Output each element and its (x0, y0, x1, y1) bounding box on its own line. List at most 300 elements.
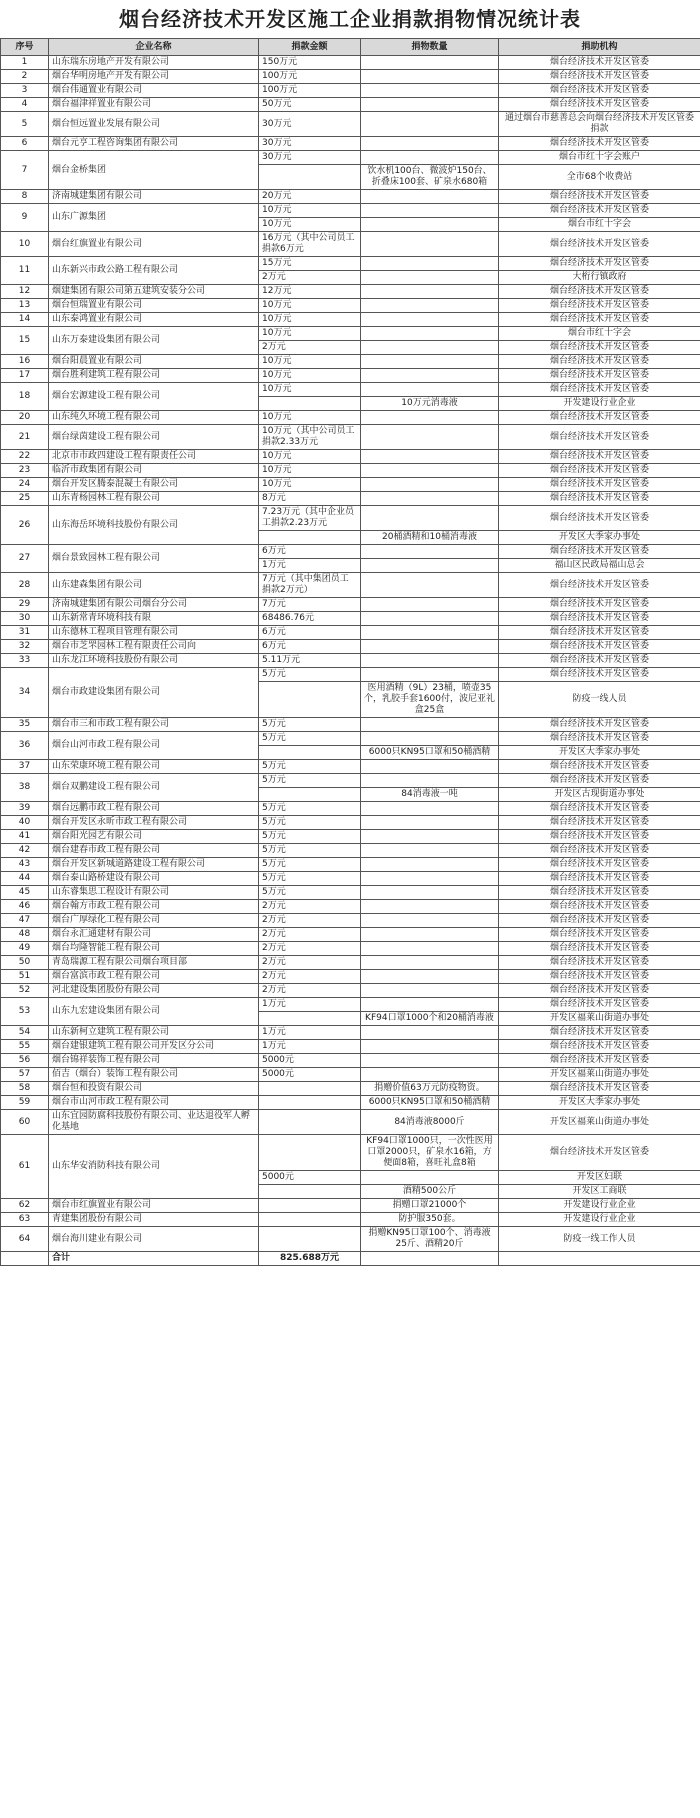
table-row (1, 383, 700, 397)
table-row (1, 816, 700, 830)
donation-amount: 2万元 (259, 942, 361, 956)
donation-amount: 5万元 (259, 844, 361, 858)
recipient-org: 烟台经济技术开发区管委 (499, 668, 700, 682)
table-header (1, 39, 700, 56)
recipient-org: 烟台经济技术开发区管委 (499, 900, 700, 914)
recipient-org: 烟台经济技术开发区管委 (499, 425, 700, 450)
company-name: 河北建设集团股份有限公司 (49, 984, 259, 998)
row-number: 11 (1, 257, 49, 285)
recipient-org: 烟台经济技术开发区管委 (499, 830, 700, 844)
donated-goods (361, 464, 499, 478)
donated-goods (361, 654, 499, 668)
table-row (1, 1227, 700, 1252)
donation-amount (259, 1213, 361, 1227)
recipient-org: 烟台市红十字会 (499, 218, 700, 232)
donation-amount: 1万元 (259, 1040, 361, 1054)
company-name: 烟台金桥集团 (49, 151, 259, 190)
table-row (1, 872, 700, 886)
recipient-org: 开发区大季家办事处 (499, 746, 700, 760)
table-row (1, 626, 700, 640)
donated-goods: KF94口罩1000只，一次性医用口罩2000只，矿泉水16箱，方便面8箱，喜旺礼盒8箱 (361, 1135, 499, 1171)
donation-amount: 2万元 (259, 928, 361, 942)
row-number: 63 (1, 1213, 49, 1227)
company-name: 烟台福津祥置业有限公司 (49, 98, 259, 112)
company-name: 山东宜园防腐科技股份有限公司、业达退役军人孵化基地 (49, 1110, 259, 1135)
donation-amount: 5万元 (259, 802, 361, 816)
company-name: 临沂市政集团有限公司 (49, 464, 259, 478)
donated-goods (361, 718, 499, 732)
row-number: 33 (1, 654, 49, 668)
donated-goods (361, 928, 499, 942)
table-row (1, 802, 700, 816)
table-row (1, 844, 700, 858)
donated-goods (361, 872, 499, 886)
row-number: 25 (1, 492, 49, 506)
header-recipient: 捐助机构 (499, 39, 700, 56)
recipient-org: 开发区大季家办事处 (499, 1096, 700, 1110)
donation-amount: 2万元 (259, 970, 361, 984)
donation-amount: 7万元 (259, 598, 361, 612)
company-name: 烟台绿茵建设工程有限公司 (49, 425, 259, 450)
recipient-org: 烟台经济技术开发区管委 (499, 872, 700, 886)
recipient-org: 开发区福莱山街道办事处 (499, 1068, 700, 1082)
recipient-org: 烟台经济技术开发区管委 (499, 732, 700, 746)
table-row (1, 774, 700, 788)
row-number: 26 (1, 506, 49, 545)
row-number: 13 (1, 299, 49, 313)
row-number: 31 (1, 626, 49, 640)
company-name: 山东华安消防科技有限公司 (49, 1135, 259, 1199)
company-name: 烟台伟通置业有限公司 (49, 84, 259, 98)
donated-goods (361, 984, 499, 998)
company-name: 山东海岳环境科技股份有限公司 (49, 506, 259, 545)
donated-goods (361, 341, 499, 355)
donated-goods (361, 285, 499, 299)
row-number: 54 (1, 1026, 49, 1040)
company-name: 烟台市政建设集团有限公司 (49, 668, 259, 718)
donated-goods: 捐赠口罩21000个 (361, 1199, 499, 1213)
recipient-org: 烟台经济技术开发区管委 (499, 411, 700, 425)
table-row (1, 760, 700, 774)
recipient-org: 开发建设行业企业 (499, 1199, 700, 1213)
donated-goods: 捐赠KN95口罩100个、消毒液25斤、酒精20斤 (361, 1227, 499, 1252)
row-number: 17 (1, 369, 49, 383)
table-row (1, 355, 700, 369)
donated-goods: 20桶酒精和10桶消毒液 (361, 531, 499, 545)
donation-amount: 2万元 (259, 956, 361, 970)
company-name: 烟台市山河市政工程有限公司 (49, 1096, 259, 1110)
donation-amount: 15万元 (259, 257, 361, 271)
company-name: 烟台恒远置业发展有限公司 (49, 112, 259, 137)
recipient-org: 烟台经济技术开发区管委 (499, 654, 700, 668)
donation-amount: 5万元 (259, 732, 361, 746)
row-number: 23 (1, 464, 49, 478)
donation-amount: 10万元 (259, 411, 361, 425)
company-name: 烟台华明房地产开发有限公司 (49, 70, 259, 84)
recipient-org: 烟台经济技术开发区管委 (499, 70, 700, 84)
header-goods: 捐物数量 (361, 39, 499, 56)
donation-amount: 10万元 (259, 218, 361, 232)
company-name: 山东建森集团有限公司 (49, 573, 259, 598)
company-name: 山东瑞东房地产开发有限公司 (49, 56, 259, 70)
row-number: 5 (1, 112, 49, 137)
donated-goods (361, 956, 499, 970)
row-number: 34 (1, 668, 49, 718)
recipient-org: 烟台经济技术开发区管委 (499, 1026, 700, 1040)
donated-goods (361, 900, 499, 914)
table-row (1, 1026, 700, 1040)
table-row (1, 506, 700, 531)
row-number: 48 (1, 928, 49, 942)
row-number: 21 (1, 425, 49, 450)
row-number: 36 (1, 732, 49, 760)
recipient-org: 烟台经济技术开发区管委 (499, 341, 700, 355)
table-row (1, 718, 700, 732)
table-row (1, 450, 700, 464)
donation-amount: 7万元（其中集团员工捐款2万元） (259, 573, 361, 598)
donated-goods (361, 190, 499, 204)
recipient-org: 烟台经济技术开发区管委 (499, 956, 700, 970)
table-row (1, 425, 700, 450)
company-name: 佰吉（烟台）装饰工程有限公司 (49, 1068, 259, 1082)
donation-amount (259, 1110, 361, 1135)
company-name: 山东睿集思工程设计有限公司 (49, 886, 259, 900)
donated-goods (361, 218, 499, 232)
company-name: 烟台景致园林工程有限公司 (49, 545, 259, 573)
company-name: 烟台广厚绿化工程有限公司 (49, 914, 259, 928)
table-row (1, 914, 700, 928)
donated-goods (361, 640, 499, 654)
donated-goods: 防护服350套。 (361, 1213, 499, 1227)
donation-amount: 10万元 (259, 478, 361, 492)
donation-amount (259, 1199, 361, 1213)
donation-amount (259, 165, 361, 190)
row-number: 58 (1, 1082, 49, 1096)
recipient-org: 烟台经济技术开发区管委 (499, 190, 700, 204)
recipient-org: 烟台经济技术开发区管委 (499, 84, 700, 98)
table-row (1, 573, 700, 598)
row-number: 10 (1, 232, 49, 257)
donation-amount: 10万元 (259, 369, 361, 383)
donated-goods (361, 137, 499, 151)
donated-goods: 酒精500公斤 (361, 1185, 499, 1199)
company-name: 烟台开发区永昕市政工程有限公司 (49, 816, 259, 830)
donation-amount: 5万元 (259, 760, 361, 774)
recipient-org: 福山区民政局福山总会 (499, 559, 700, 573)
row-number: 29 (1, 598, 49, 612)
recipient-org: 烟台经济技术开发区管委 (499, 478, 700, 492)
recipient-org: 烟台经济技术开发区管委 (499, 858, 700, 872)
table-row (1, 998, 700, 1012)
row-number: 51 (1, 970, 49, 984)
row-number: 42 (1, 844, 49, 858)
recipient-org: 烟台经济技术开发区管委 (499, 802, 700, 816)
donation-amount: 10万元 (259, 327, 361, 341)
row-number: 16 (1, 355, 49, 369)
header-amount: 捐款金额 (259, 39, 361, 56)
recipient-org: 烟台经济技术开发区管委 (499, 98, 700, 112)
donation-amount: 7.23万元（其中企业员工捐款2.23万元 (259, 506, 361, 531)
donation-amount: 5000元 (259, 1171, 361, 1185)
recipient-org: 通过烟台市慈善总会向烟台经济技术开发区管委捐款 (499, 112, 700, 137)
recipient-org: 烟台经济技术开发区管委 (499, 464, 700, 478)
company-name: 烟台市三和市政工程有限公司 (49, 718, 259, 732)
recipient-org: 烟台经济技术开发区管委 (499, 383, 700, 397)
table-row (1, 369, 700, 383)
donated-goods (361, 942, 499, 956)
donated-goods: 6000只KN95口罩和50桶酒精 (361, 1096, 499, 1110)
table-row (1, 545, 700, 559)
recipient-org: 烟台经济技术开发区管委 (499, 774, 700, 788)
donation-amount: 6万元 (259, 626, 361, 640)
donation-amount (259, 1012, 361, 1026)
donated-goods: 6000只KN95口罩和50桶酒精 (361, 746, 499, 760)
recipient-org: 烟台经济技术开发区管委 (499, 257, 700, 271)
donation-amount: 8万元 (259, 492, 361, 506)
recipient-org: 防疫一线工作人员 (499, 1227, 700, 1252)
donation-amount: 1万元 (259, 559, 361, 573)
recipient-org: 烟台经济技术开发区管委 (499, 942, 700, 956)
table-row (1, 84, 700, 98)
page-title: 烟台经济技术开发区施工企业捐款捐物情况统计表 (119, 7, 581, 31)
row-number: 37 (1, 760, 49, 774)
company-name: 烟台市红旗置业有限公司 (49, 1199, 259, 1213)
donation-amount: 5000元 (259, 1054, 361, 1068)
recipient-org: 烟台经济技术开发区管委 (499, 718, 700, 732)
company-name: 烟台建银建筑工程有限公司开发区分公司 (49, 1040, 259, 1054)
recipient-org: 烟台经济技术开发区管委 (499, 1082, 700, 1096)
table-row (1, 858, 700, 872)
donated-goods (361, 492, 499, 506)
table-row (1, 1110, 700, 1135)
company-name: 青岛瑞源工程有限公司烟台项目部 (49, 956, 259, 970)
table-row (1, 830, 700, 844)
recipient-org: 烟台经济技术开发区管委 (499, 612, 700, 626)
donation-amount: 5万元 (259, 816, 361, 830)
table-row (1, 886, 700, 900)
recipient-org: 烟台经济技术开发区管委 (499, 928, 700, 942)
table-row (1, 1199, 700, 1213)
company-name: 山东广源集团 (49, 204, 259, 232)
row-number: 3 (1, 84, 49, 98)
donated-goods (361, 204, 499, 218)
donated-goods: KF94口罩1000个和20桶消毒液 (361, 1012, 499, 1026)
donated-goods (361, 573, 499, 598)
recipient-org: 烟台经济技术开发区管委 (499, 1054, 700, 1068)
table-row (1, 411, 700, 425)
total-label: 合计 (49, 1252, 259, 1266)
donated-goods (361, 299, 499, 313)
table-row (1, 732, 700, 746)
row-number: 30 (1, 612, 49, 626)
recipient-org: 烟台经济技术开发区管委 (499, 984, 700, 998)
donation-amount: 1万元 (259, 998, 361, 1012)
row-number: 27 (1, 545, 49, 573)
row-number: 53 (1, 998, 49, 1026)
recipient-org: 烟台经济技术开发区管委 (499, 1040, 700, 1054)
row-number: 55 (1, 1040, 49, 1054)
company-name: 烟台锦祥装饰工程有限公司 (49, 1054, 259, 1068)
company-name: 烟台开发区新城道路建设工程有限公司 (49, 858, 259, 872)
company-name: 烟建集团有限公司第五建筑安装分公司 (49, 285, 259, 299)
company-name: 烟台富滨市政工程有限公司 (49, 970, 259, 984)
recipient-org: 烟台经济技术开发区管委 (499, 914, 700, 928)
donation-amount: 12万元 (259, 285, 361, 299)
donation-amount: 5000元 (259, 1068, 361, 1082)
company-name: 烟台双鹏建设工程有限公司 (49, 774, 259, 802)
recipient-org: 开发区福莱山街道办事处 (499, 1110, 700, 1135)
recipient-org: 烟台经济技术开发区管委 (499, 232, 700, 257)
row-number: 6 (1, 137, 49, 151)
recipient-org: 全市68个收费站 (499, 165, 700, 190)
donation-amount: 1万元 (259, 1026, 361, 1040)
row-number: 45 (1, 886, 49, 900)
company-name: 烟台开发区腾泰混凝土有限公司 (49, 478, 259, 492)
donation-amount: 100万元 (259, 84, 361, 98)
donation-amount: 30万元 (259, 137, 361, 151)
recipient-org: 烟台经济技术开发区管委 (499, 285, 700, 299)
company-name: 山东新兴市政公路工程有限公司 (49, 257, 259, 285)
donation-amount: 10万元 (259, 299, 361, 313)
recipient-org: 烟台经济技术开发区管委 (499, 492, 700, 506)
donated-goods (361, 598, 499, 612)
row-number: 9 (1, 204, 49, 232)
recipient-org: 烟台经济技术开发区管委 (499, 640, 700, 654)
donation-amount (259, 1227, 361, 1252)
company-name: 烟台红旗置业有限公司 (49, 232, 259, 257)
company-name: 烟台恒和投资有限公司 (49, 1082, 259, 1096)
recipient-org: 烟台经济技术开发区管委 (499, 369, 700, 383)
company-name: 烟台永汇通建材有限公司 (49, 928, 259, 942)
recipient-org: 开发区古现街道办事处 (499, 788, 700, 802)
table-row (1, 956, 700, 970)
table-row (1, 285, 700, 299)
donated-goods (361, 327, 499, 341)
row-number: 52 (1, 984, 49, 998)
donated-goods: 饮水机100台、微波炉150台、折叠床100套、矿泉水680箱 (361, 165, 499, 190)
donation-amount: 5万元 (259, 668, 361, 682)
row-number: 35 (1, 718, 49, 732)
company-name: 北京市市政四建设工程有限责任公司 (49, 450, 259, 464)
row-number: 41 (1, 830, 49, 844)
donated-goods (361, 732, 499, 746)
company-name: 烟台泰山路桥建设有限公司 (49, 872, 259, 886)
row-number: 61 (1, 1135, 49, 1199)
donated-goods (361, 271, 499, 285)
recipient-org: 烟台经济技术开发区管委 (499, 450, 700, 464)
company-name: 山东德林工程项目管理有限公司 (49, 626, 259, 640)
recipient-org: 烟台经济技术开发区管委 (499, 299, 700, 313)
table-row (1, 464, 700, 478)
recipient-org: 开发建设行业企业 (499, 1213, 700, 1227)
company-name: 山东荣康环境工程有限公司 (49, 760, 259, 774)
donated-goods (361, 70, 499, 84)
donation-amount (259, 1096, 361, 1110)
table-row (1, 1096, 700, 1110)
company-name: 烟台恒瑞置业有限公司 (49, 299, 259, 313)
donation-amount: 68486.76元 (259, 612, 361, 626)
donated-goods (361, 1054, 499, 1068)
company-name: 烟台海川建业有限公司 (49, 1227, 259, 1252)
company-name: 烟台市芝罘园林工程有限责任公司向 (49, 640, 259, 654)
donated-goods (361, 914, 499, 928)
row-number: 12 (1, 285, 49, 299)
donated-goods (361, 257, 499, 271)
company-name: 烟台宏源建设工程有限公司 (49, 383, 259, 411)
donation-amount: 2万元 (259, 914, 361, 928)
row-number: 4 (1, 98, 49, 112)
donated-goods (361, 506, 499, 531)
donation-amount: 5.11万元 (259, 654, 361, 668)
company-name: 山东九宏建设集团有限公司 (49, 998, 259, 1026)
recipient-org: 烟台经济技术开发区管委 (499, 598, 700, 612)
table-row (1, 1082, 700, 1096)
donated-goods: 84消毒液8000斤 (361, 1110, 499, 1135)
recipient-org: 烟台市红十字会账户 (499, 151, 700, 165)
header-company: 企业名称 (49, 39, 259, 56)
donated-goods (361, 232, 499, 257)
donated-goods: 医用酒精（9L）23桶，喷壶35个，乳胶手套1600付，波尼亚礼盒25盒 (361, 682, 499, 718)
recipient-org: 开发区福莱山街道办事处 (499, 1012, 700, 1026)
company-name: 烟台建春市政工程有限公司 (49, 844, 259, 858)
donated-goods (361, 760, 499, 774)
donated-goods (361, 313, 499, 327)
row-number: 18 (1, 383, 49, 411)
table-row (1, 942, 700, 956)
company-name: 山东纯久环境工程有限公司 (49, 411, 259, 425)
recipient-org: 烟台经济技术开发区管委 (499, 998, 700, 1012)
donation-table (0, 38, 700, 1266)
company-name: 山东万泰建设集团有限公司 (49, 327, 259, 355)
total-row (1, 1252, 700, 1266)
table-row (1, 327, 700, 341)
donation-amount: 5万元 (259, 886, 361, 900)
table-row (1, 190, 700, 204)
row-number: 1 (1, 56, 49, 70)
company-name: 烟台翰方市政工程有限公司 (49, 900, 259, 914)
donation-amount: 6万元 (259, 640, 361, 654)
table-row (1, 1040, 700, 1054)
company-name: 济南城建集团有限公司烟台分公司 (49, 598, 259, 612)
row-number: 64 (1, 1227, 49, 1252)
row-number: 39 (1, 802, 49, 816)
table-row (1, 970, 700, 984)
row-number: 15 (1, 327, 49, 355)
recipient-org: 开发区工商联 (499, 1185, 700, 1199)
donation-amount: 5万元 (259, 858, 361, 872)
donation-amount: 6万元 (259, 545, 361, 559)
row-number: 43 (1, 858, 49, 872)
donated-goods (361, 998, 499, 1012)
company-name: 烟台远鹏市政工程有限公司 (49, 802, 259, 816)
table-row (1, 1135, 700, 1171)
row-number: 49 (1, 942, 49, 956)
donation-amount (259, 682, 361, 718)
donation-amount: 10万元 (259, 204, 361, 218)
donation-amount (259, 531, 361, 545)
table-row (1, 151, 700, 165)
table-row (1, 612, 700, 626)
donation-amount: 10万元（其中公司员工捐款2.33万元 (259, 425, 361, 450)
donated-goods (361, 830, 499, 844)
company-name: 烟台山河市政工程有限公司 (49, 732, 259, 760)
donation-amount: 20万元 (259, 190, 361, 204)
donated-goods (361, 151, 499, 165)
donation-amount (259, 788, 361, 802)
total-amount: 825.688万元 (259, 1252, 361, 1266)
donated-goods (361, 668, 499, 682)
donated-goods (361, 612, 499, 626)
